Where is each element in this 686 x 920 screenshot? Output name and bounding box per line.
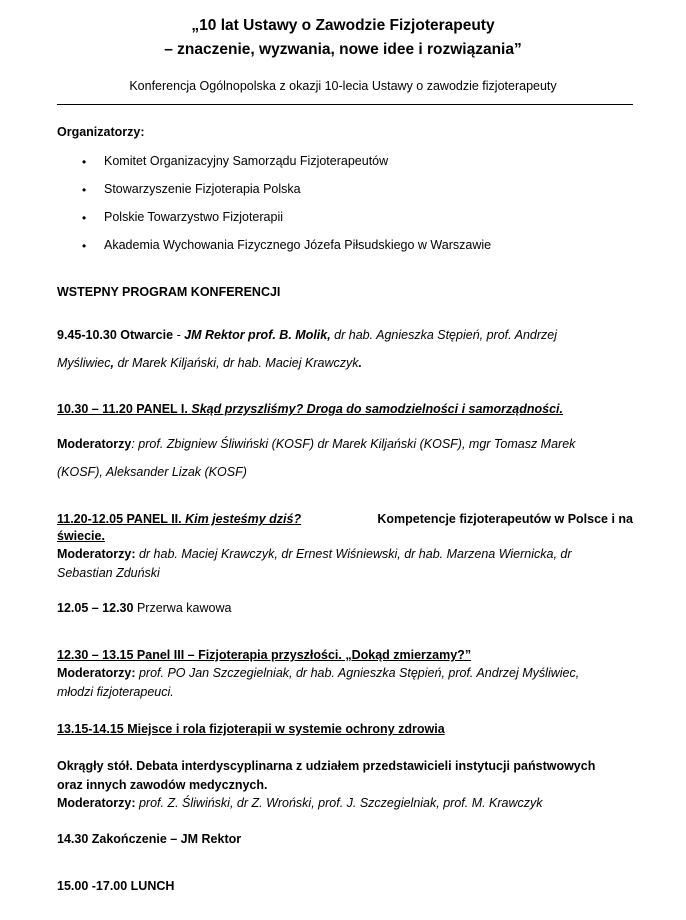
opening-rector: JM Rektor prof. B. Molik, — [184, 328, 331, 342]
panel-2-moderators-line-1 — [57, 547, 572, 561]
roundtable-line-2: oraz innych zawodów medycznych. — [57, 778, 268, 792]
break-label: Przerwa kawowa — [133, 601, 232, 615]
opening-line-1 — [57, 328, 633, 342]
conference-subtitle: Konferencja Ogólnopolska z okazji 10-lecia Ustawy o zawodzie fizjoterapeuty — [129, 79, 557, 93]
bullet-icon: • — [82, 239, 87, 253]
opening-speaker: Myśliwiec — [57, 356, 111, 370]
opening-line-2 — [57, 356, 362, 370]
moderators-label: Moderatorzy: — [57, 666, 136, 680]
closing: 14.30 Zakończenie – JM Rektor — [57, 832, 242, 846]
lunch: 15.00 -17.00 LUNCH — [57, 879, 175, 893]
panel-1-title — [57, 402, 563, 416]
roundtable-line-1: Okrągły stół. Debata interdyscyplinarna z udziałem przedstawicieli instytucji państwowych — [57, 759, 596, 773]
panel-1-moderators: : prof. Zbigniew Śliwiński (KOSF) dr Marek Kiljański (KOSF), mgr Tomasz Marek — [131, 437, 576, 451]
panel-3-moderators-line-1 — [57, 666, 579, 680]
panel-3-moderators: prof. PO Jan Szczegielniak, dr hab. Agnieszka Stępień, prof. Andrzej Myśliwiec, — [135, 666, 580, 680]
opening-comma: , — [110, 356, 114, 370]
panel-4-moderators — [57, 796, 543, 810]
program-heading: WSTEPNY PROGRAM KONFERENCJI — [57, 285, 281, 299]
panel-1-time: 10.30 – 11.20 PANEL I. — [57, 402, 188, 416]
organizer-item: Stowarzyszenie Fizjoterapia Polska — [104, 182, 301, 196]
panel-1-moderators-line-1 — [57, 437, 575, 451]
coffee-break — [57, 601, 231, 615]
moderators-label: Moderatorzy: — [57, 796, 136, 810]
moderators-label: Moderatorzy: — [57, 547, 136, 561]
organizer-item: Akademia Wychowania Fizycznego Józefa Piłsudskiego w Warszawie — [104, 238, 492, 252]
panel-2-topic-italic: Kim jesteśmy dziś? — [185, 512, 302, 526]
title-line-1: „10 lat Ustawy o Zawodzie Fizjoterapeuty — [191, 17, 495, 34]
panel-4-moderators-list: prof. Z. Śliwiński, dr Z. Wroński, prof. J. Szczegielniak, prof. M. Krawczyk — [135, 796, 543, 810]
organizers-heading: Organizatorzy: — [57, 125, 145, 139]
panel-1-moderators-line-2: (KOSF), Aleksander Lizak (KOSF) — [57, 465, 247, 479]
panel-2-topic: Kompetencje fizjoterapeutów w Polsce i na — [377, 512, 633, 526]
panel-2-title-line-2: świecie. — [57, 529, 105, 543]
header-divider — [57, 104, 633, 105]
panel-2-time: 11.20-12.05 PANEL II. — [57, 512, 182, 526]
panel-2-moderators-line-2: Sebastian Zduński — [57, 566, 160, 580]
panel-1-topic: Skąd przyszliśmy? Droga do samodzielności i samorządności. — [191, 402, 563, 416]
organizer-item: Komitet Organizacyjny Samorządu Fizjoterapeutów — [104, 154, 389, 168]
opening-period: . — [358, 356, 362, 370]
moderators-label: Moderatorzy — [57, 437, 132, 451]
bullet-icon: • — [82, 155, 87, 169]
panel-2-title-line-1 — [57, 512, 633, 526]
panel-3-title: 12.30 – 13.15 Panel III – Fizjoterapia przyszłości. „Dokąd zmierzamy?” — [57, 648, 472, 662]
panel-2-moderators: dr hab. Maciej Krawczyk, dr Ernest Wiśniewski, dr hab. Marzena Wiernicka, dr — [135, 547, 572, 561]
opening-speakers: dr hab. Agnieszka Stępień, prof. Andrzej — [330, 328, 557, 342]
break-time: 12.05 – 12.30 — [57, 601, 134, 615]
title-line-2: – znaczenie, wyzwania, nowe idee i rozwiązania” — [164, 41, 522, 58]
bullet-icon: • — [82, 211, 87, 225]
bullet-icon: • — [82, 183, 87, 197]
panel-3-moderators-line-2: młodzi fizjoterapeuci. — [57, 685, 174, 699]
opening-speakers-rest: dr Marek Kiljański, dr hab. Maciej Krawczyk — [113, 356, 359, 370]
organizer-item: Polskie Towarzystwo Fizjoterapii — [104, 210, 283, 224]
panel-4-title: 13.15-14.15 Miejsce i rola fizjoterapii w systemie ochrony zdrowia — [57, 722, 445, 736]
opening-time: 9.45-10.30 Otwarcie — [57, 328, 174, 342]
opening-dash: - — [173, 328, 185, 342]
